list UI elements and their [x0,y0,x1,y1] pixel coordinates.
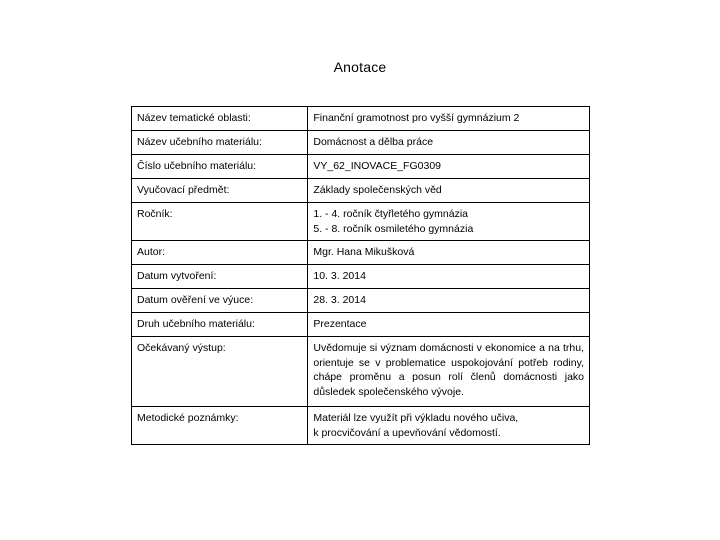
value-line: VY_62_INOVACE_FG0309 [313,160,442,172]
value-line: 1. - 4. ročník čtyřletého gymnázia [313,208,469,220]
table-row [132,241,590,265]
value-line: Uvědomuje si význam domácnosti v ekonomice a na trhu, orientuje se v problematice uspokojování potřeb rodiny, chápe proměnu a posun rolí členů domácnosti jako důsledek společenského vývoje. [313,342,584,398]
value-line: 10. 3. 2014 [313,270,366,282]
row-label: Vyučovací předmět: [132,179,308,203]
table-row [132,107,590,131]
page-title: Anotace [333,59,387,75]
row-label: Název tematické oblasti: [132,107,308,131]
row-label: Autor: [132,241,308,265]
value-line: 28. 3. 2014 [313,294,366,306]
table-row [132,179,590,203]
row-value [308,107,590,131]
table-row [132,337,590,407]
value-line: Materiál lze využít při výkladu nového učiva, [313,412,519,424]
table-row [132,313,590,337]
table-row [132,203,590,241]
row-label: Druh učebního materiálu: [132,313,308,337]
table-row [132,407,590,445]
row-label: Datum vytvoření: [132,265,308,289]
value-line: Prezentace [313,318,367,330]
row-value [308,155,590,179]
row-value [308,241,590,265]
row-label: Metodické poznámky: [132,407,308,445]
row-value [308,407,590,445]
row-value [308,289,590,313]
table-row [132,155,590,179]
value-line: k procvičování a upevňování vědomostí. [313,426,501,439]
value-line: Domácnost a dělba práce [313,136,434,148]
value-line: Finanční gramotnost pro vyšší gymnázium 2 [313,112,520,124]
row-label: Název učebního materiálu: [132,131,308,155]
table-row [132,289,590,313]
row-label: Očekávaný výstup: [132,337,308,407]
value-line: Základy společenských věd [313,184,442,196]
row-value [308,179,590,203]
value-line: Mgr. Hana Mikušková [313,246,415,258]
row-value [308,203,590,241]
row-label: Ročník: [132,203,308,241]
table-row [132,131,590,155]
annotation-table [131,106,590,445]
table-row [132,265,590,289]
row-value [308,337,590,407]
row-label: Datum ověření ve výuce: [132,289,308,313]
value-line: 5. - 8. ročník osmiletého gymnázia [313,222,474,235]
row-value [308,265,590,289]
row-value [308,131,590,155]
row-value [308,313,590,337]
row-label: Číslo učebního materiálu: [132,155,308,179]
